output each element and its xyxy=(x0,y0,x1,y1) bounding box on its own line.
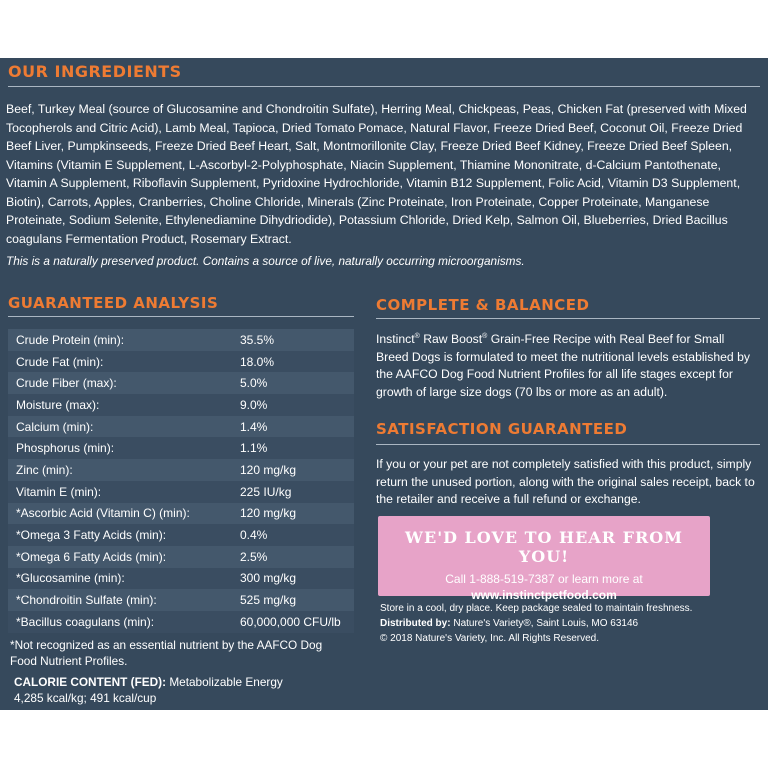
analysis-title: GUARANTEED ANALYSIS xyxy=(8,294,219,312)
analysis-label: *Glucosamine (min): xyxy=(16,571,125,586)
analysis-row xyxy=(8,394,354,416)
ingredients-title: OUR INGREDIENTS xyxy=(8,62,182,81)
analysis-label: *Omega 3 Fatty Acids (min): xyxy=(16,528,167,543)
analysis-row xyxy=(8,546,354,568)
calorie-content xyxy=(14,674,354,706)
contact-phone: Call 1-888-519-7387 or learn more at xyxy=(445,572,643,586)
complete-divider xyxy=(376,318,760,319)
analysis-label: Calcium (min): xyxy=(16,419,94,434)
ingredients-note: This is a naturally preserved product. Contains a source of live, naturally occurring microorganisms. xyxy=(6,254,525,268)
analysis-value: 9.0% xyxy=(240,397,268,412)
analysis-value: 0.4% xyxy=(240,528,268,543)
calorie-text: Metabolizable Energy xyxy=(169,675,283,689)
analysis-row xyxy=(8,524,354,546)
product-reg: ® xyxy=(482,333,488,340)
analysis-label: Zinc (min): xyxy=(16,462,73,477)
analysis-row xyxy=(8,437,354,459)
analysis-label: Phosphorus (min): xyxy=(16,441,115,456)
analysis-label: Crude Fiber (max): xyxy=(16,376,117,391)
calorie-values: 4,285 kcal/kg; 491 kcal/cup xyxy=(14,691,157,705)
complete-text xyxy=(376,328,760,401)
analysis-value: 120 mg/kg xyxy=(240,462,297,477)
ingredients-text: Beef, Turkey Meal (source of Glucosamine and Chondroitin Sulfate), Herring Meal, Chickpeas, Peas, Chicken Fat (preserved with Mixed Tocopherols and Citric Acid), Lamb Meal, Tapioca, Dried Tomato Pomace, Natural Flavor, Freeze Dried Beef, Coconut Oil, Freeze Dried Beef Liver, Pumpkinseeds, Freeze Dried Beef Heart, Salt, Montmorillonite Clay, Freeze Dried Beef Kidney, Freeze Dried Beef Spleen, Vitamins (Vitamin E Supplement, L-Ascorbyl-2-Polyphosphate, Niacin Supplement, Thiamine Mononitrate, d-Calcium Pantothenate, Vitamin A Supplement, Riboflavin Supplement, Pyridoxine Hydrochloride, Vitamin B12 Supplement, Folic Acid, Vitamin D3 Supplement, Biotin), Carrots, Apples, Cranberries, Choline Chloride, Minerals (Zinc Proteinate, Iron Proteinate, Copper Proteinate, Manganese Proteinate, Sodium Selenite, Ethylenediamine Dihydriodide), Potassium Chloride, Dried Kelp, Salmon Oil, Blueberries, Dried Bacillus coagulans Fermentation Product, Rosemary Extract. xyxy=(6,102,747,246)
satisfaction-text: If you or your pet are not completely satisfied with this product, simply return the unused portion, along with the original sales receipt, back to the retailer and receive a full refund or exchange. xyxy=(376,457,755,506)
copyright-line: © 2018 Nature's Variety, Inc. All Rights Reserved. xyxy=(380,633,600,644)
analysis-row xyxy=(8,481,354,503)
distributor-label: Distributed by: xyxy=(380,618,451,629)
analysis-row xyxy=(8,503,354,525)
ingredients-divider xyxy=(8,86,760,87)
contact-box xyxy=(378,516,710,602)
analysis-value: 300 mg/kg xyxy=(240,571,297,586)
analysis-row xyxy=(8,372,354,394)
analysis-label: Crude Protein (min): xyxy=(16,332,125,347)
analysis-value: 5.0% xyxy=(240,376,268,391)
distributor-text: Nature's Variety®, Saint Louis, MO 63146 xyxy=(453,618,639,629)
analysis-value: 2.5% xyxy=(240,549,268,564)
complete-body: Grain-Free Recipe with Real Beef for Small Breed Dogs is formulated to meet the nutritional levels established by the AAFCO Dog Food Nutrient Profiles for all life stages except for growth of large size dogs (70 lbs or more as an adult). xyxy=(376,332,750,399)
analysis-row xyxy=(8,459,354,481)
analysis-label: *Bacillus coagulans (min): xyxy=(16,614,155,629)
analysis-label: Vitamin E (min): xyxy=(16,484,102,499)
storage-line: Store in a cool, dry place. Keep package sealed to maintain freshness. xyxy=(380,603,693,614)
analysis-footnote: *Not recognized as an essential nutrient by the AAFCO Dog Food Nutrient Profiles. xyxy=(10,638,323,668)
satisfaction-title: SATISFACTION GUARANTEED xyxy=(376,420,628,438)
brand-name: Instinct xyxy=(376,332,415,347)
analysis-row xyxy=(8,416,354,438)
analysis-row xyxy=(8,351,354,373)
analysis-row xyxy=(8,611,354,633)
contact-website[interactable]: www.instinctpetfood.com xyxy=(471,588,617,602)
distributor-line xyxy=(380,616,760,631)
brand-reg: ® xyxy=(414,333,420,340)
analysis-value: 18.0% xyxy=(240,354,275,369)
storage-info xyxy=(380,601,760,646)
analysis-divider xyxy=(8,316,354,317)
analysis-value: 225 IU/kg xyxy=(240,484,292,499)
analysis-value: 60,000,000 CFU/lb xyxy=(240,614,341,629)
analysis-label: *Ascorbic Acid (Vitamin C) (min): xyxy=(16,506,190,521)
analysis-label: *Chondroitin Sulfate (min): xyxy=(16,593,157,608)
calorie-label: CALORIE CONTENT (FED): xyxy=(14,675,167,689)
complete-title: COMPLETE & BALANCED xyxy=(376,296,590,314)
analysis-row xyxy=(8,329,354,351)
product-name: Raw Boost xyxy=(423,332,483,347)
analysis-value: 1.1% xyxy=(240,441,268,456)
analysis-label: *Omega 6 Fatty Acids (min): xyxy=(16,549,167,564)
satisfaction-divider xyxy=(376,444,760,445)
contact-heading: WE'D LOVE TO HEAR FROM YOU! xyxy=(405,528,683,566)
analysis-value: 35.5% xyxy=(240,332,275,347)
analysis-label: Moisture (max): xyxy=(16,397,100,412)
analysis-table xyxy=(8,329,354,633)
analysis-value: 120 mg/kg xyxy=(240,506,297,521)
analysis-row xyxy=(8,589,354,611)
package-panel xyxy=(0,58,768,710)
analysis-label: Crude Fat (min): xyxy=(16,354,104,369)
analysis-value: 1.4% xyxy=(240,419,268,434)
analysis-value: 525 mg/kg xyxy=(240,593,297,608)
analysis-row xyxy=(8,568,354,590)
